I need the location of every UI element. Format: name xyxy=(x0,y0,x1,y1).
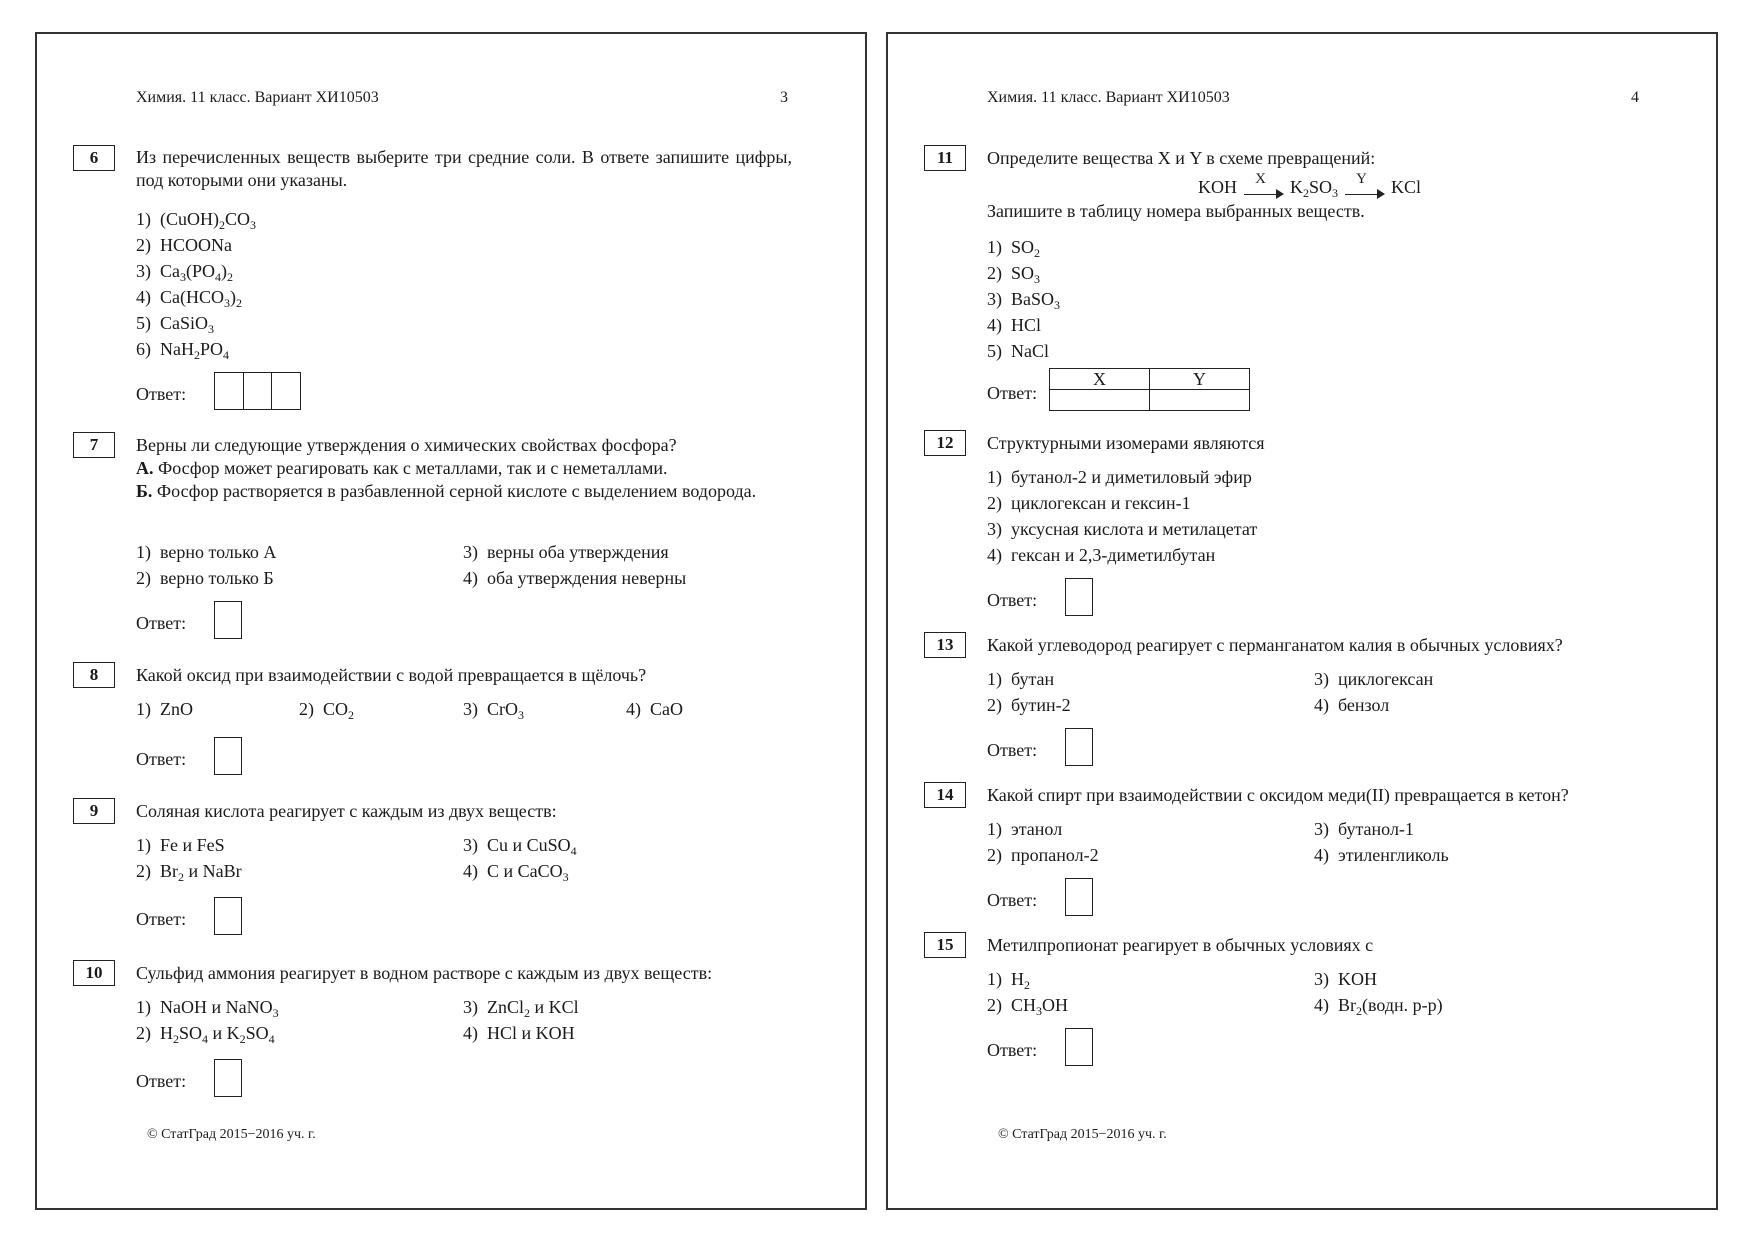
answer-box[interactable] xyxy=(1065,728,1093,766)
question-text: Какой углеводород реагирует с перманганатом калия в обычных условиях? xyxy=(987,635,1563,655)
answer-option: 3) бутанол-1 xyxy=(1314,819,1414,839)
answer-cell-y[interactable] xyxy=(1150,390,1250,411)
answer-option: 2) $SO_3$ xyxy=(987,263,1041,286)
answer-option: 1) этанол xyxy=(987,819,1063,839)
question-number: 15 xyxy=(924,932,966,958)
question-number: 12 xyxy=(924,430,966,456)
answer-option: 3) KOH xyxy=(1314,969,1377,989)
question-number: 8 xyxy=(73,662,115,688)
question-text: Структурными изомерами являются xyxy=(987,433,1265,453)
answer-label: Ответ: xyxy=(987,383,1038,403)
question-text: Верны ли следующие утверждения о химических свойствах фосфора? xyxy=(136,435,677,455)
answer-label: Ответ: xyxy=(136,909,187,929)
question-number: 11 xyxy=(924,145,966,171)
answer-option: 1) Fe и FeS xyxy=(136,835,225,855)
answer-option: 1) бутанол-2 и диметиловый эфир xyxy=(987,467,1252,487)
question-text: Запишите в таблицу номера выбранных веществ. xyxy=(987,201,1365,221)
answer-option: 3) ZnCl$_2$ и KCl xyxy=(463,997,579,1020)
answer-option: 5) NaCl xyxy=(987,341,1049,361)
answer-box[interactable] xyxy=(214,372,301,410)
answer-option: 4) $Br_2(водн$. р-р) xyxy=(1314,995,1443,1018)
answer-label: Ответ: xyxy=(987,890,1038,910)
table-header-x: X xyxy=(1050,369,1150,390)
question-number: 13 xyxy=(924,632,966,658)
question-text: Метилпропионат реагирует в обычных условиях с xyxy=(987,935,1374,955)
table-header-y: Y xyxy=(1150,369,1250,390)
question-text: Сульфид аммония реагирует в водном растворе с каждым из двух веществ: xyxy=(136,963,713,983)
question-number: 9 xyxy=(73,798,115,824)
page-header-title: Химия. 11 класс. Вариант ХИ10503 xyxy=(136,89,379,106)
answer-option: 4) HCl xyxy=(987,315,1042,335)
answer-table xyxy=(1049,368,1250,411)
answer-label: Ответ: xyxy=(136,749,187,769)
answer-label: Ответ: xyxy=(136,1071,187,1091)
answer-option: 2) пропанол-2 xyxy=(987,845,1099,865)
answer-box[interactable] xyxy=(214,737,242,775)
page-number: 4 xyxy=(1631,89,1639,106)
answer-option: 2) $CO_2$ xyxy=(299,699,355,722)
answer-option: 2) $H_2SO_4$ и $K_2SO_4$ xyxy=(136,1023,275,1046)
question-text: Из перечисленных веществ выберите три средние соли. В ответе запишите цифры, под которыми они указаны. xyxy=(136,147,792,190)
answer-option: 3) CrO$_3$ xyxy=(463,699,524,722)
arrow-icon: X xyxy=(1244,183,1284,193)
answer-option: 1) $H_2$ xyxy=(987,969,1030,992)
answer-option: 4) HCl и KOH xyxy=(463,1023,575,1043)
answer-box[interactable] xyxy=(214,601,242,639)
page-footer: © СтатГрад 2015−2016 уч. г. xyxy=(998,1127,1167,1142)
answer-label: Ответ: xyxy=(136,384,187,404)
answer-option: 3) уксусная кислота и метилацетат xyxy=(987,519,1258,539)
answer-option: 1) бутан xyxy=(987,669,1055,689)
question-number: 14 xyxy=(924,782,966,808)
answer-option: 4) бензол xyxy=(1314,695,1390,715)
answer-option: 1) $SO_2$ xyxy=(987,237,1041,260)
answer-label: Ответ: xyxy=(987,740,1038,760)
answer-box[interactable] xyxy=(214,1059,242,1097)
page-header-title: Химия. 11 класс. Вариант ХИ10503 xyxy=(987,89,1230,106)
answer-box[interactable] xyxy=(214,897,242,935)
statement-a: А. Фосфор может реагировать как с металлами, так и с неметаллами. xyxy=(136,458,668,478)
answer-box[interactable] xyxy=(1065,878,1093,916)
question-number: 6 xyxy=(73,145,115,171)
answer-cell-x[interactable] xyxy=(1050,390,1150,411)
answer-option: 4) оба утверждения неверны xyxy=(463,568,687,588)
answer-option: 3) верны оба утверждения xyxy=(463,542,669,562)
question-number: 7 xyxy=(73,432,115,458)
answer-option: 3) BaSO$_3$ xyxy=(987,289,1061,312)
answer-option: 4) CaO xyxy=(626,699,683,719)
answer-option: 1) NaOH и NaNO$_3$ xyxy=(136,997,279,1020)
answer-label: Ответ: xyxy=(987,590,1038,610)
answer-option: 1) ZnO xyxy=(136,699,193,719)
page-3 xyxy=(35,32,867,1210)
answer-option: 3) $Ca_3(PO_4)_2$ xyxy=(136,261,234,284)
answer-option: 6) $NaH_2PO_4$ xyxy=(136,339,230,362)
question-number: 10 xyxy=(73,960,115,986)
question-text: Какой спирт при взаимодействии с оксидом меди(II) превращается в кетон? xyxy=(987,785,1569,805)
answer-option: 4) $Ca(HCO_3)_2$ xyxy=(136,287,242,310)
page-footer: © СтатГрад 2015−2016 уч. г. xyxy=(147,1127,316,1142)
answer-option: 4) C и CaCO$_3$ xyxy=(463,861,569,884)
answer-option: 4) этиленгликоль xyxy=(1314,845,1449,865)
answer-option: 2) верно только Б xyxy=(136,568,274,588)
answer-option: 1) верно только А xyxy=(136,542,277,562)
answer-option: 5) CaSiO$_3$ xyxy=(136,313,215,336)
answer-option: 2) $CH_3OH$ xyxy=(987,995,1069,1018)
answer-option: 3) Cu и CuSO$_4$ xyxy=(463,835,577,858)
question-text: Какой оксид при взаимодействии с водой превращается в щёлочь? xyxy=(136,665,647,685)
answer-option: 2) бутин-2 xyxy=(987,695,1071,715)
page-number: 3 xyxy=(780,89,788,106)
answer-option: 2) HCOONa xyxy=(136,235,232,255)
answer-option: 2) $Br_2$ и NaBr xyxy=(136,861,242,884)
answer-option: 3) циклогексан xyxy=(1314,669,1434,689)
answer-box[interactable] xyxy=(1065,1028,1093,1066)
answer-option: 1) $(CuOH)_2CO_3$ xyxy=(136,209,257,232)
page-4 xyxy=(886,32,1718,1210)
answer-option: 2) циклогексан и гексин-1 xyxy=(987,493,1191,513)
answer-box[interactable] xyxy=(1065,578,1093,616)
statement-b: Б. Фосфор растворяется в разбавленной серной кислоте с выделением водорода. xyxy=(136,481,757,501)
arrow-icon: Y xyxy=(1345,183,1385,193)
answer-option: 4) гексан и 2,3-диметилбутан xyxy=(987,545,1216,565)
reaction-scheme: KOH X $K_2SO_3$ Y KCl xyxy=(1198,171,1422,200)
answer-label: Ответ: xyxy=(136,613,187,633)
question-text: Соляная кислота реагирует с каждым из двух веществ: xyxy=(136,801,557,821)
question-text: Определите вещества X и Y в схеме превращений: xyxy=(987,148,1376,168)
answer-label: Ответ: xyxy=(987,1040,1038,1060)
